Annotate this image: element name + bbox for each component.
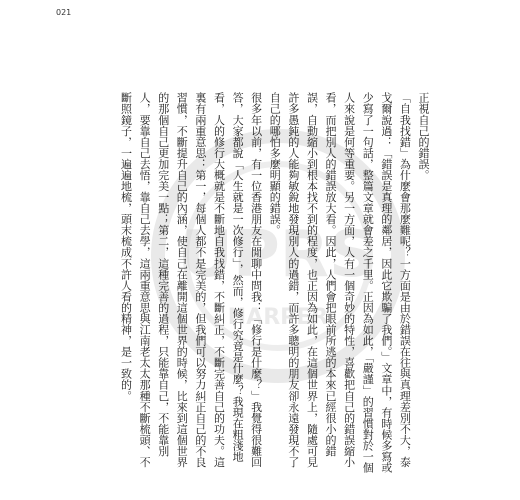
body-paragraph: 很多年以前，有一位香港朋友在閒聊中問我：「修行是什麼？」我覺得很難回答，大家都說「人生就是一次修行」，然而，修行究竟是什麼？我現在粗淺地看，人的修行大概就是不斷地自我找錯，不斷糾正，不斷完善自己的功夫。這裏有兩重意思：第一，每個人都不是完美的，但我們可以努力糾正自己的不良習慣，不斷提升自己的內涵，使自己在離開這個世界的時候，比來到這個世界的那個自己更加完美一點；第二，這種完善的過程，只能靠自己，不能靠別人，要靠自己去悟，靠自己去學，這兩重意思與江南老太太那種不斷梳頭、不斷照鏡子，一遍遍地梳，頭末梳成不許人看的精神，是一致的。 xyxy=(119,92,263,468)
vertical-text-block xyxy=(116,92,432,476)
page-number: 021 xyxy=(56,8,72,17)
svg-text:UPRS: UPRS xyxy=(180,218,376,292)
svg-text:HARPER: HARPER xyxy=(227,305,329,330)
body-paragraph: 「自我找錯」為什麼會那麼難呢？一方面是由於錯誤在往與真理差別不大，泰戈爾說過：「錯誤是真理的鄰居，因此它欺騙了我們。」文章中，有時候多寫或少寫了一句話，整篇文章就會差之千里。正因為如此，「嚴謹」的習慣對於一個人來說是何等重要。另一方面，人有一個奇妙的特性，喜歡把自己的錯誤縮小看，而把別人的錯誤放大看。因此，人們會把眼前所逃的本來已經很小的錯誤，自動縮小到根本找不到的程度，也正因為如此，在這個世界上，隨處可見許多愚鈍的人能夠敏銳地發現別人的過錯，而許多聰明的朋友卻永遠發現不了自己的哪怕多麼明顯的錯誤。 xyxy=(268,92,412,473)
body-paragraph: 正視自己的錯誤。 xyxy=(417,92,430,181)
